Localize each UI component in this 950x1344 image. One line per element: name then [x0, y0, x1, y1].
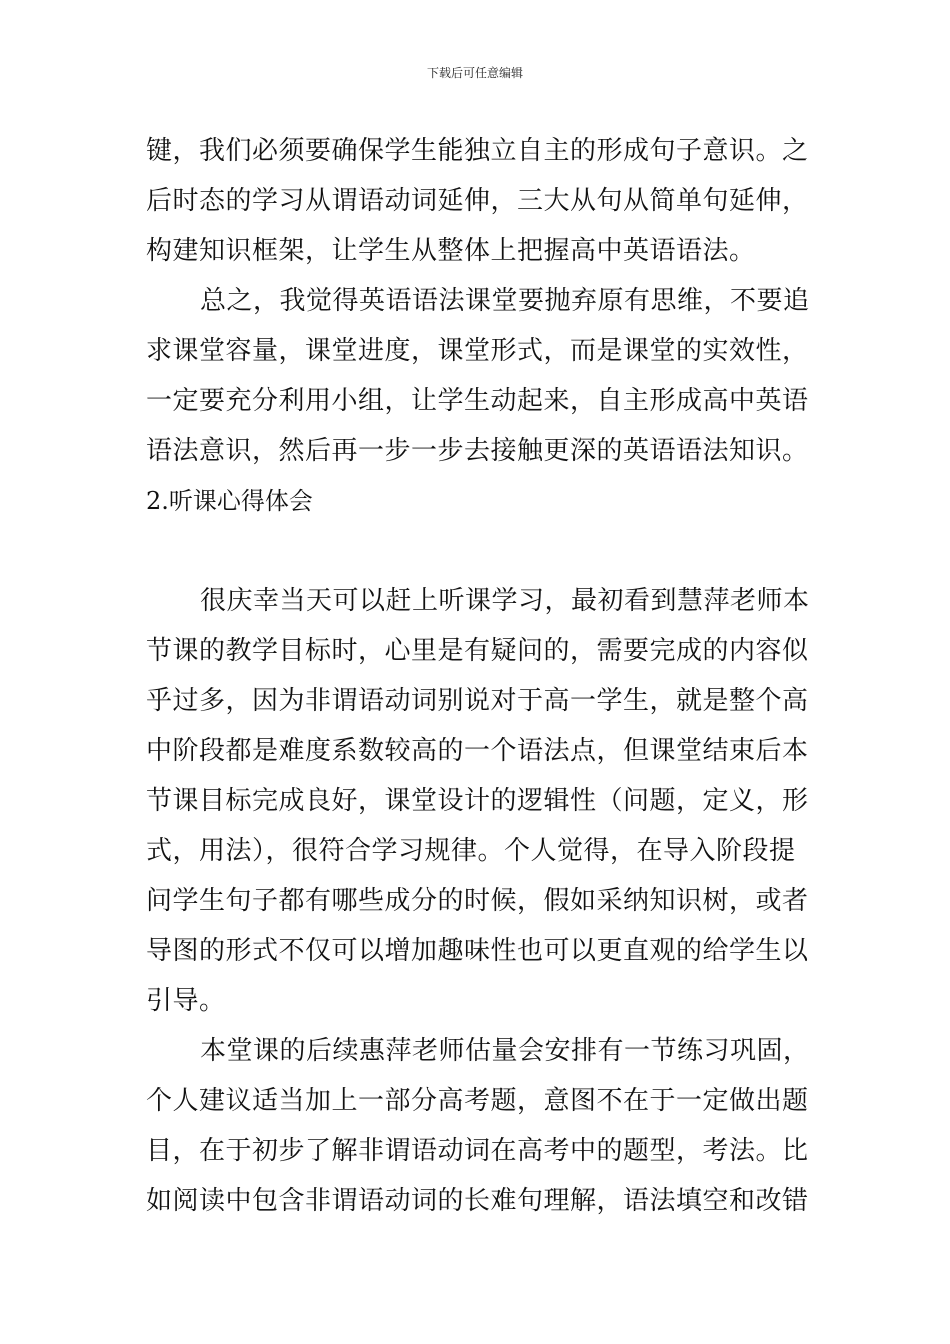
paragraph: [146, 576, 810, 1026]
text-line: 一定要充分利用小组，让学生动起来，自主形成高中英语: [146, 386, 809, 416]
text-line: 乎过多，因为非谓语动词别说对于高一学生，就是整个高: [146, 686, 809, 716]
text-line: 式，用法），很符合学习规律。个人觉得，在导入阶段提: [146, 836, 796, 866]
text-line: 中阶段都是难度系数较高的一个语法点，但课堂结束后本: [146, 736, 809, 766]
text-line: 本堂课的后续惠萍老师估量会安排有一节练习巩固，: [200, 1036, 810, 1066]
text-line: 导图的形式不仅可以增加趣味性也可以更直观的给学生以: [146, 936, 809, 966]
text-line: 语法意识，然后再一步一步去接触更深的英语语法知识。: [146, 436, 809, 466]
page-header: 下载后可任意编辑: [426, 66, 523, 80]
section-heading-text: 2.听课心得体会: [146, 487, 313, 515]
paragraph: [146, 126, 809, 276]
text-line: 键，我们必须要确保学生能独立自主的形成句子意识。之: [146, 136, 809, 166]
text-line: 总之，我觉得英语语法课堂要抛弃原有思维，不要追: [200, 286, 810, 316]
paragraph: [146, 1026, 810, 1226]
paragraph: [146, 276, 810, 476]
blank-line: [146, 526, 806, 576]
text-line: 后时态的学习从谓语动词延伸，三大从句从简单句延伸，: [146, 186, 809, 216]
text-line: 节课的教学目标时，心里是有疑问的，需要完成的内容似: [146, 636, 809, 666]
text-line: 很庆幸当天可以赶上听课学习，最初看到慧萍老师本: [200, 586, 810, 616]
document-body: [146, 126, 810, 1226]
text-line: 问学生句子都有哪些成分的时候，假如采纳知识树，或者: [146, 886, 809, 916]
text-line: 节课目标完成良好，课堂设计的逻辑性（问题，定义，形: [146, 786, 809, 816]
text-line: 个人建议适当加上一部分高考题，意图不在于一定做出题: [146, 1086, 809, 1116]
text-line: 目，在于初步了解非谓语动词在高考中的题型，考法。比: [146, 1136, 809, 1166]
text-line: 求课堂容量，课堂进度，课堂形式，而是课堂的实效性，: [146, 336, 809, 366]
text-line: 引导。: [146, 986, 226, 1016]
section-heading: [146, 476, 806, 526]
text-line: 如阅读中包含非谓语动词的长难句理解，语法填空和改错: [146, 1186, 809, 1216]
text-line: 构建知识框架，让学生从整体上把握高中英语语法。: [146, 236, 756, 266]
